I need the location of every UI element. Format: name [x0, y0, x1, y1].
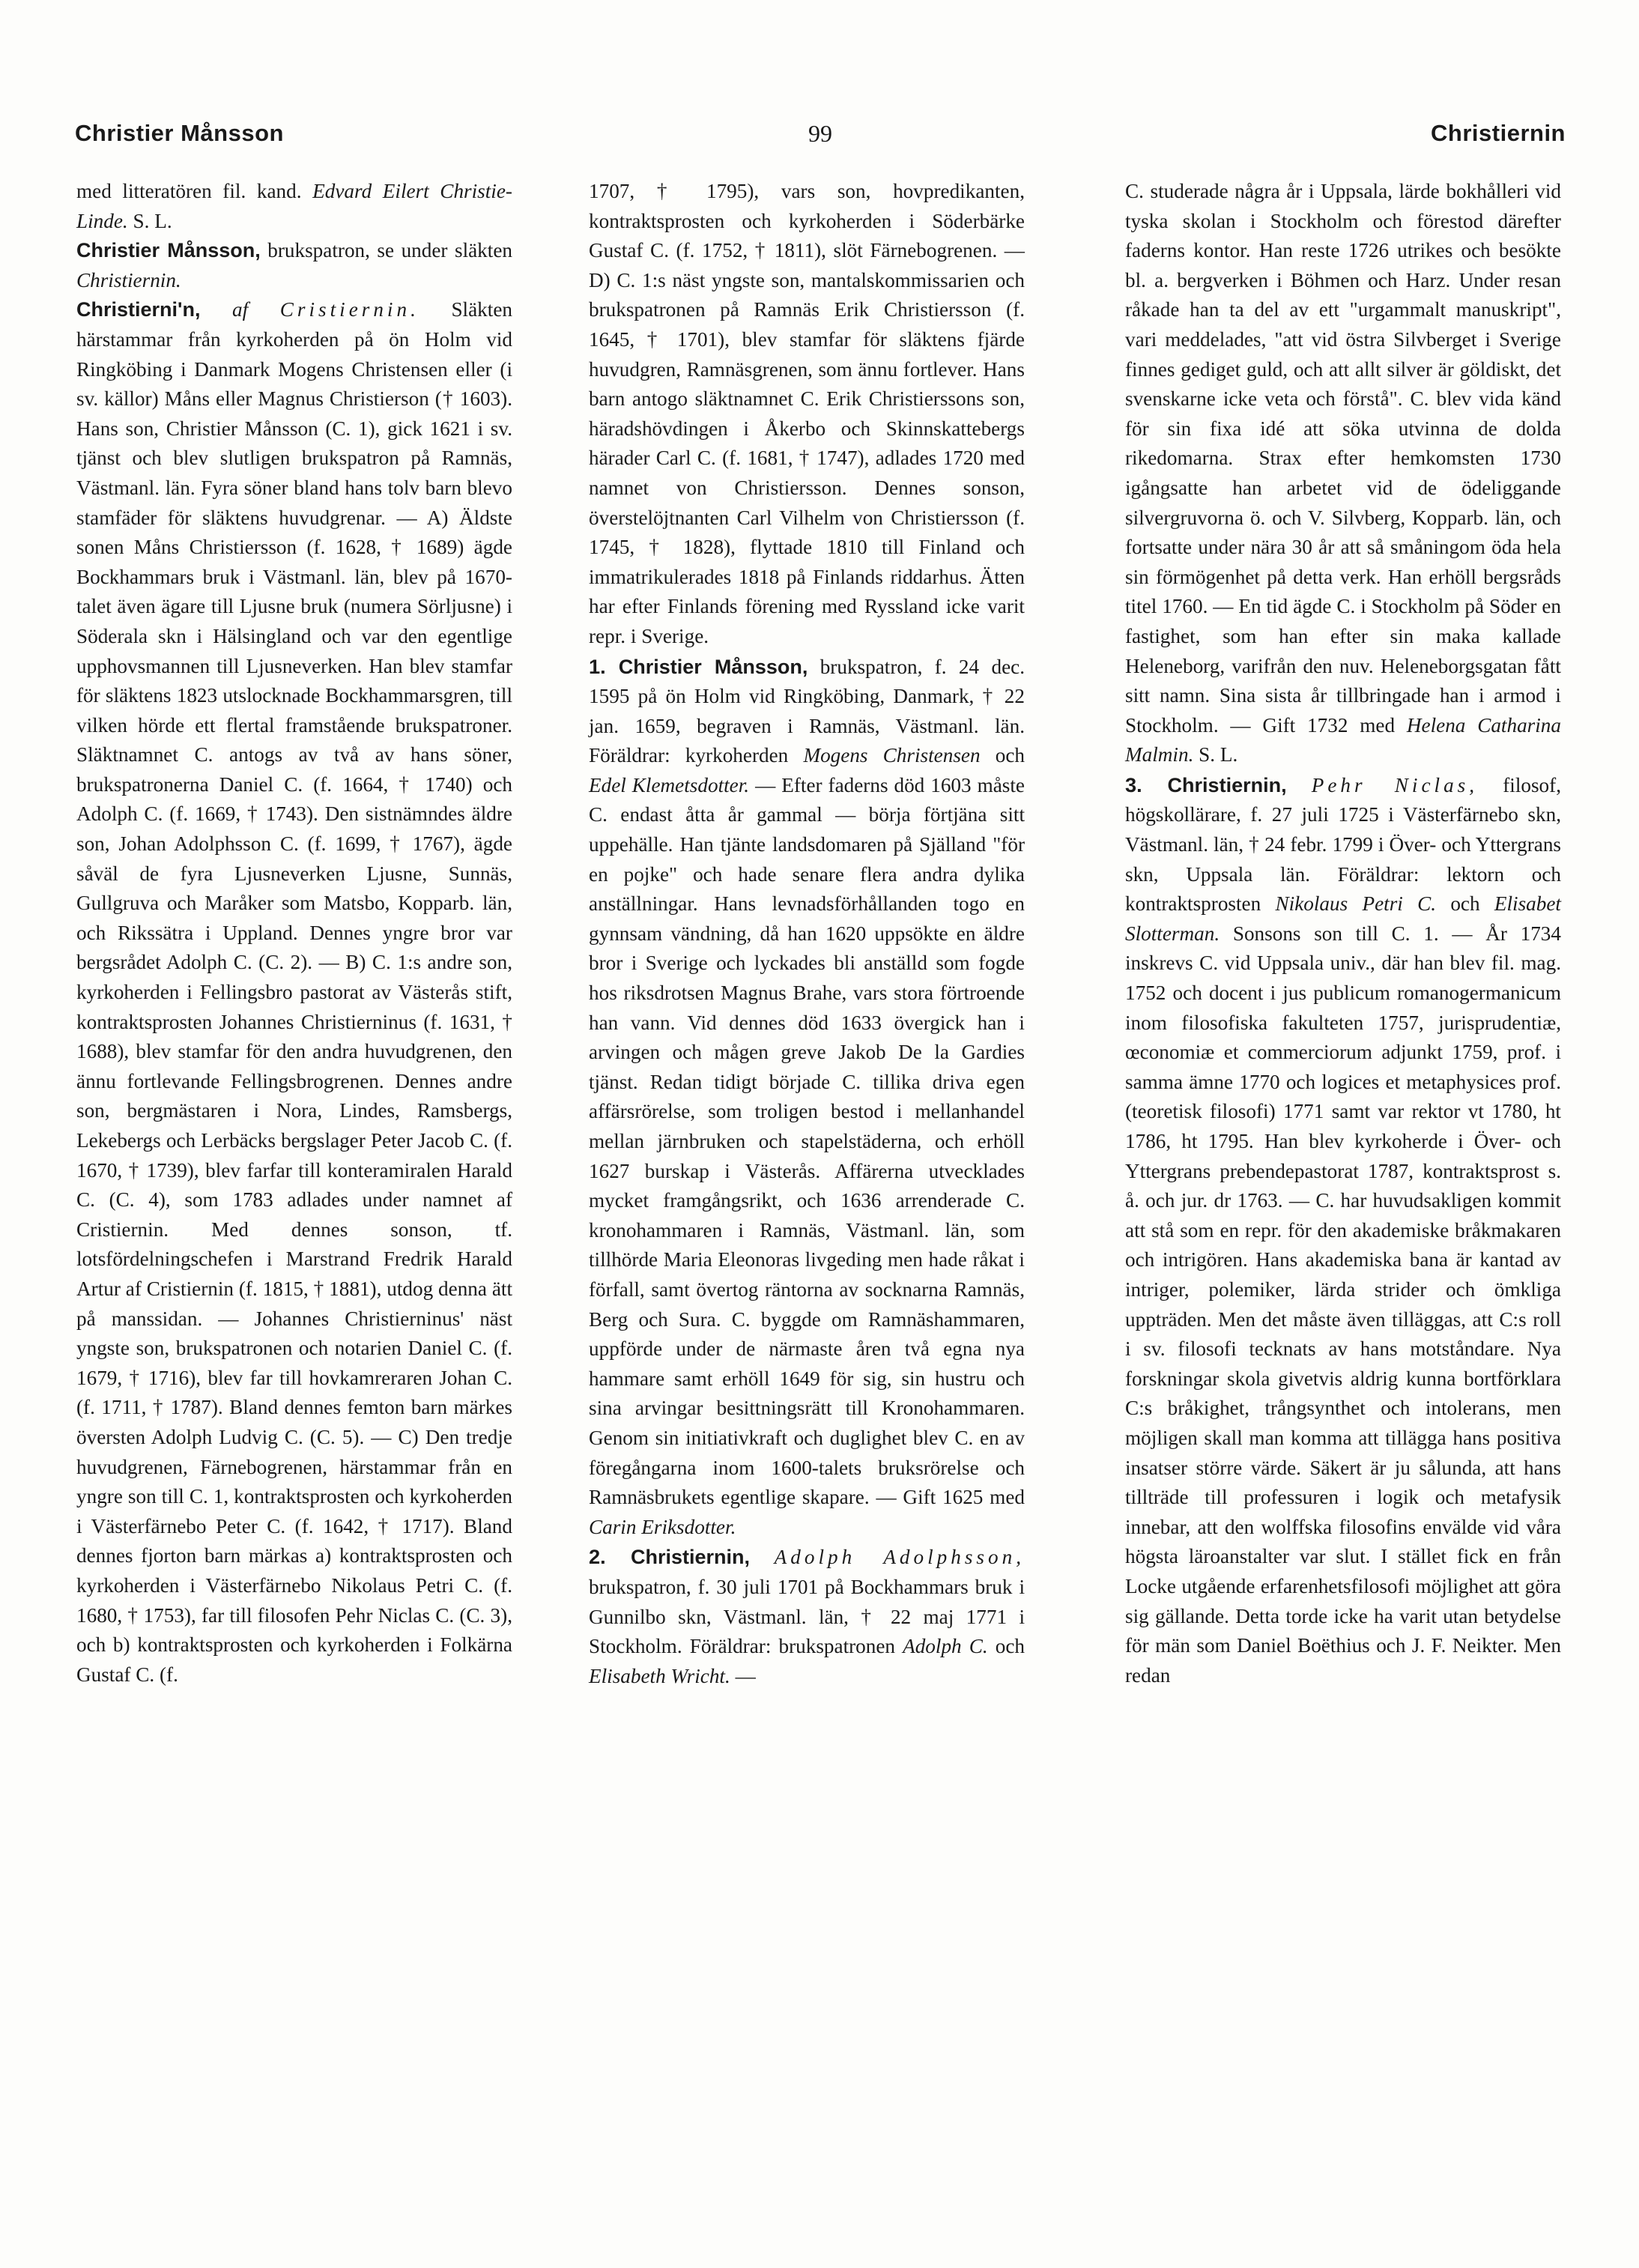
- person-name: Mogens Christensen: [803, 744, 981, 767]
- text-run: brukspatron, f. 24 dec. 1595 på ön Holm vid Ringköbing, Danmark, † 22 jan. 1659, begraven i Ramnäs, Västmanl. län. Föräldrar: kyrkoherden: [589, 655, 1025, 767]
- entry-number: 1.: [589, 654, 606, 678]
- entry-paragraph: [589, 652, 1025, 1543]
- spaced-name: Adolph Adolphsson,: [774, 1546, 1025, 1569]
- person-name: Nikolaus Petri C.: [1275, 892, 1437, 916]
- paragraph: [1125, 177, 1561, 770]
- text-run: [1287, 774, 1312, 796]
- spaced-name: Cristiernin.: [279, 298, 419, 321]
- entry-heading: Christiernin,: [605, 1546, 751, 1569]
- entry-heading: Christier Månsson,: [605, 655, 808, 678]
- person-name: Edvard Eilert Christie-Linde.: [76, 180, 512, 232]
- entry-body: C. studerade några år i Uppsala, lärde bokhålleri vid tyska skolan i Stockholm och förestod därefter faderns kontor. Han reste 1726 utrikes och besökte bl. a. bergverken i Böhmen och Harz. Under resan råkade han ta del av ett "urgammalt manuskript", vari meddelades, "att vid östra Silvberget i Sverige finnes gediget guld, och att allt silver är göldiskt, det svenskarne icke veta och förstå". C. blev vida känd för sin fixa idé att söka utvinna de dolda rikedomarna. Strax efter hemkomsten 1730 igångsatte han arbetet vid de ödeliggande silvergruvorna ö. och V. Silvberg, Kopparb. län, och fortsatte under nära 30 år att så småningom öda hela sin förmögenhet på detta verk. Han erhöll bergsråds titel 1760. — En tid ägde C. i Stockholm på Söder en fastighet, som han efter sin maka kallade Heleneborg, varifrån den nuv. Heleneborgsgatan fått sitt namn. Sina sista år tillbringade han i armod i Stockholm. — Gift 1732 med: [1125, 180, 1561, 737]
- person-name: Helena Catharina Malmin.: [1125, 713, 1561, 766]
- entry-heading: Christiernin,: [1142, 773, 1287, 796]
- entry-body: Sonsons son till C. 1. — År 1734 inskrevs C. vid Uppsala univ., där han blev fil. mag. 1752 och docent i jus publicum romanogermanicum inom filosofiska fakulteten 1757, jurisprudentiæ, œconomiæ et commerciorum adjunkt 1759, prof. i samma ämne 1770 och logices et metaphysices prof. (teoretisk filosofi) 1771 samt var rektor vt 1780, ht 1786, ht 1795. Han blev kyrkoherde i Över- och Yttergrans prebendepastorat 1787, kontraktsprost s. å. och jur. dr 1763. — C. har huvudsakligen kommit att stå som en repr. för den akademiske bråkmakaren och intrigören. Hans akademiska bana är kantad av intriger, polemiker, lärda strider och ömkliga uppträden. Men det måste även tilläggas, att C:s roll i sv. filosofi tecknats av hans motståndare. Nya forskningar skola givetvis aldrig kunna bortförklara C:s bråkighet, trångsynthet och intolerans, men möjligen skall man komma att tillägga hans positiva insatser större värde. Säkert är ju sålunda, att hans tillträde till professuren i logik och metafysik innebar, att den wolffska filosofins envälde vid våra högsta läroanstalter var slut. I stället fick en från Locke utgående erfarenhetsfilosofi möjlighet att göra sig gällande. Detta torde icke ha varit utan betydelse för män som Daniel Boëthius och J. F. Neikter. Men redan: [1125, 922, 1561, 1687]
- entry-number: 3.: [1125, 772, 1142, 796]
- entry-paragraph: [1125, 770, 1561, 1690]
- entry-paragraph: [76, 295, 512, 1690]
- entry-number: 2.: [589, 1545, 606, 1569]
- text-run: af: [200, 298, 280, 321]
- author-signature: S. L.: [127, 209, 172, 232]
- page-number: 99: [808, 120, 832, 147]
- person-name: Elisabet Slotterman.: [1125, 892, 1561, 945]
- text-column-3: [1125, 177, 1561, 1690]
- entry-paragraph: [589, 1542, 1025, 1691]
- entry-paragraph: [76, 236, 512, 295]
- running-head-left: Christier Månsson: [75, 120, 284, 146]
- text-run: och: [1436, 892, 1494, 916]
- text-column-2: [589, 177, 1025, 1691]
- person-name: Adolph C.: [903, 1635, 988, 1658]
- paragraph: [76, 177, 512, 236]
- text-run: och: [980, 744, 1025, 767]
- person-name: Carin Eriksdotter.: [589, 1515, 736, 1538]
- entry-body: Släkten härstammar från kyrkoherden på ön Holm vid Ringköbing i Danmark Mogens Christensen eller (i sv. källor) Måns eller Magnus Christierson († 1603). Hans son, Christier Månsson (C. 1), gick 1621 i sv. tjänst och blev slutligen brukspatron på Ramnäs, Västmanl. län. Fyra söner bland hans tolv barn blevo stamfäder för släktens huvudgrenar. — A) Äldste sonen Måns Christiersson (f. 1628, † 1689) ägde Bockhammars bruk i Västmanl. län, blev på 1670-talet även ägare till Ljusne bruk (numera Sörljusne) i Söderala skn i Hälsingland och var den egentlige upphovsmannen till Ljusneverken. Han blev stamfar för släktens 1823 utslocknade Bockhammarsgren, till vilken hörde ett flertal framstående brukspatroner. Släktnamnet C. antogs av två av hans söner, brukspatronerna Daniel C. (f. 1664, † 1740) och Adolph C. (f. 1669, † 1743). Den sistnämndes äldre son, Johan Adolphsson C. (f. 1699, † 1767), ägde såväl de fyra Ljusneverken Ljusne, Sunnäs, Gullgruva och Maråker som Matsbo, Kopparb. län, och Rikssätra i Uppland. Dennes yngre bror var bergsrådet Adolph C. (C. 2). — B) C. 1:s andre son, kyrkoherden i Fellingsbro pastorat av Västerås stift, kontraktsprosten Johannes Christierninus (f. 1631, † 1688), blev stamfar för den andra huvudgrenen, den ännu fortlevande Fellingsbrogrenen. Dennes andre son, bergmästaren i Nora, Lindes, Ramsbergs, Lekebergs och Lerbäcks bergslager Peter Jacob C. (f. 1670, † 1739), blev farfar till konteramiralen Harald C. (C. 4), som 1783 adlades under namnet af Cristiernin. Med dennes sonson, tf. lotsfördelningschefen i Marstrand Fredrik Harald Artur af Cristiernin (f. 1815, † 1881), utdog denna ätt på manssidan. — Johannes Christierninus' näst yngste son, brukspatronen och notarien Daniel C. (f. 1679, † 1716), blev far till hovkamreraren Johan C. (f. 1711, † 1787). Bland dennes femton barn märkes översten Adolph Ludvig C. (C. 5). — C) Den tredje huvudgrenen, Färnebogrenen, härstammar från en yngre son till C. 1, kontraktsprosten och kyrkoherden i Västerfärnebo Peter C. (f. 1642, † 1717). Bland dennes fjorton barn märkas a) kontraktsprosten och kyrkoherden i Västerfärnebo Nikolaus Petri C. (f. 1680, † 1753), far till filosofen Pehr Niclas C. (C. 3), och b) kontraktsprosten och kyrkoherden i Folkärna Gustaf C. (f.: [76, 298, 512, 1686]
- text-column-1: [76, 177, 512, 1690]
- person-name: Edel Klemetsdotter.: [589, 773, 750, 796]
- text-run: och: [987, 1635, 1025, 1658]
- person-name: Elisabeth Wricht.: [589, 1664, 730, 1687]
- entry-body: — Efter faderns död 1603 måste C. endast åtta år gammal — börja förtjäna sitt uppehälle. Han tjänte landsdomaren på Själland "för en pojke" och hade senare flera andra dylika anställningar. Hans levnadsförhållanden togo en gynnsam vändning, då han 1620 uppsökte en äldre bror i Sverige och lyckades bli anställd som fogde hos riksdrotsen Magnus Brahe, vars stora förtroende han vann. Vid dennes död 1633 övergick han i arvingen och mågen greve Jakob De la Gardies tjänst. Redan tidigt började C. tillika driva egen affärsrörelse, som troligen bestod i mellanhandel mellan järnbruken och stapelstäderna, och erhöll 1627 burskap i Västerås. Affärerna utvecklades mycket framgångsrikt, och 1636 arrenderade C. kronohammaren i Ramnäs, Västmanl. län, som tillhörde Maria Eleonoras livgeding men hade råkat i förfall, samt övertog räntorna av socknarna Ramnäs, Berg och Sura. C. byggde om Ramnäshammaren, uppförde under de närmaste åren två egna nya hammare samt erhöll 1649 för sig, sin hustru och sina arvingar besittningsrätt till Kronohammaren. Genom sin initiativkraft och duglighet blev C. en av föregångarna inom 1600-talets bruksrörelse och Ramnäsbrukets egentlige skapare. — Gift 1625 med: [589, 773, 1025, 1509]
- text-run: brukspatron, se under släkten: [260, 239, 512, 262]
- running-header: [75, 120, 1566, 157]
- spaced-name: Pehr Niclas,: [1311, 773, 1479, 796]
- text-run: med litteratören fil. kand.: [76, 180, 313, 202]
- cross-reference: Christiernin.: [76, 268, 181, 291]
- entry-body: 1707, † 1795), vars son, hovpredikanten, kontraktsprosten och kyrkoherden i Söderbärke Gustaf C. (f. 1752, † 1811), slöt Färnebogrenen. — D) C. 1:s näst yngste son, mantalskommissarien och brukspatronen på Ramnäs Erik Christiersson (f. 1645, † 1701), blev stamfar för släktens fjärde huvudgren, Ramnäsgrenen, som ännu fortlever. Hans barn antogo släktnamnet C. Erik Christierssons son, häradshövdingen i Åkerbo och Skinnskattebergs härader Carl C. (f. 1681, † 1747), adlades 1720 med namnet von Christiersson. Dennes sonson, överstelöjtnanten Carl Vilhelm von Christiersson (f. 1745, † 1828), flyttade 1810 till Finland och immatrikulerades 1818 på Finlands riddarhus. Ätten har efter Finlands förening med Ryssland icke varit repr. i Sverige.: [589, 180, 1025, 647]
- text-run: —: [730, 1664, 756, 1687]
- running-head-right: Christiernin: [1431, 120, 1566, 146]
- entry-heading: Christier Månsson,: [76, 239, 261, 262]
- text-run: brukspatron, f. 30 juli 1701 på Bockhammars bruk i Gunnilbo skn, Västmanl. län, † 22 maj 1771 i Stockholm. Föräldrar: brukspatronen: [589, 1575, 1025, 1658]
- text-run: filosof, högskollärare, f. 27 juli 1725 i Västerfärnebo skn, Västmanl. län, † 24 febr. 1799 i Över- och Yttergrans skn, Uppsala län. Föräldrar: lektorn och kontraktsprosten: [1125, 773, 1561, 916]
- author-signature: S. L.: [1193, 743, 1238, 766]
- paragraph: [589, 177, 1025, 652]
- text-run: [750, 1546, 775, 1568]
- entry-heading: Christierni'n,: [76, 298, 201, 321]
